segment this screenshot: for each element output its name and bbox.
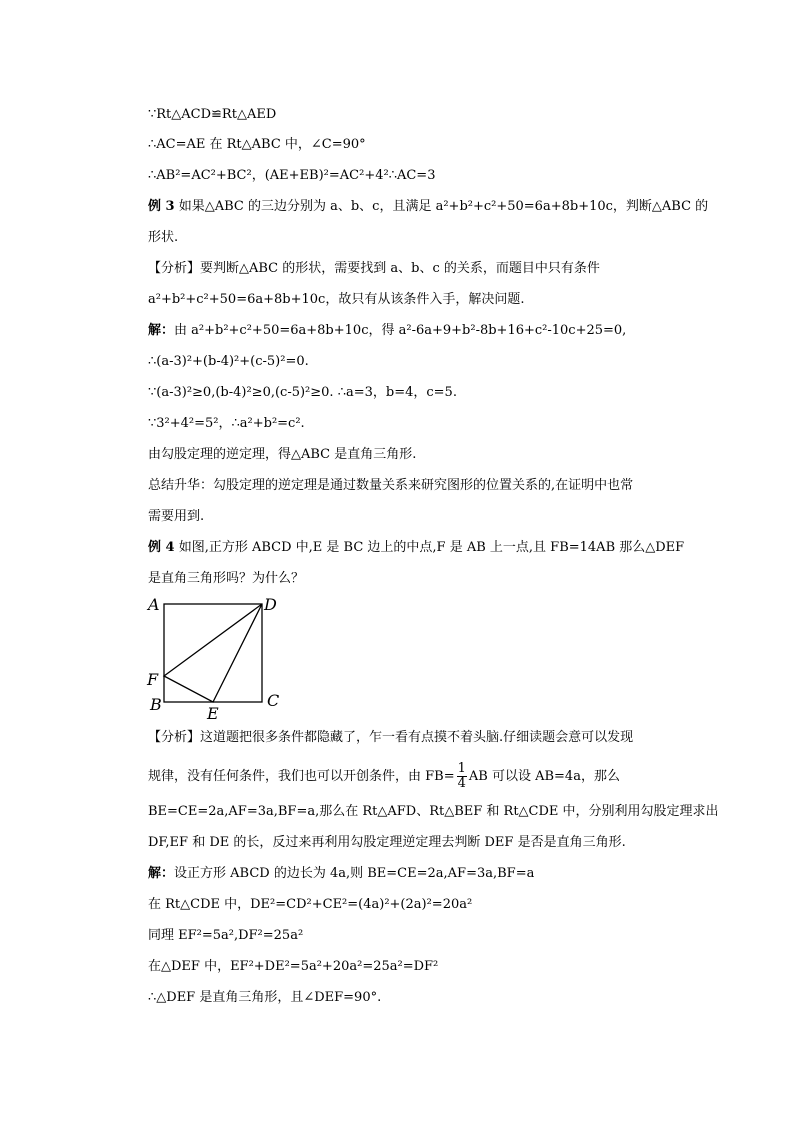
example-3-line bbox=[148, 198, 708, 216]
text-line: DF,EF 和 DE 的长，反过来再利用勾股定理逆定理去判断 DEF 是否是直角三角形. bbox=[148, 835, 626, 850]
solution-text: 由 a²+b²+c²+50=6a+8b+10c，得 a²-6a+9+b²-8b+16+c²-10c+25=0, bbox=[174, 323, 627, 338]
example-text: 如图,正方形 ABCD 中,E 是 BC 边上的中点,F 是 AB 上一点,且 FB=14AB 那么△DEF bbox=[174, 540, 685, 555]
square-abcd bbox=[164, 604, 262, 702]
fraction-denominator: 4 bbox=[457, 776, 466, 791]
solution-line bbox=[148, 865, 534, 883]
text-line: 形状. bbox=[148, 230, 179, 245]
solution-text: 设正方形 ABCD 的边长为 4a,则 BE=CE=2a,AF=3a,BF=a bbox=[174, 866, 535, 881]
text-line: 在△DEF 中，EF²+DE²=5a²+20a²=25a²=DF² bbox=[148, 959, 439, 974]
text-line: ∴(a-3)²+(b-4)²+(c-5)²=0. bbox=[148, 354, 309, 369]
square-figure bbox=[140, 592, 300, 724]
label-a: A bbox=[148, 595, 160, 614]
text-segment: 规律，没有任何条件，我们也可以开创条件，由 FB= bbox=[148, 769, 455, 784]
text-line: 是直角三角形吗？为什么？ bbox=[148, 571, 305, 586]
solution-label: 解： bbox=[148, 866, 175, 881]
example-label: 例 4 bbox=[148, 540, 175, 555]
label-b: B bbox=[150, 695, 162, 714]
text-line: ∵Rt△ACD≌Rt△AED bbox=[148, 107, 277, 122]
text-line: ∴△DEF 是直角三角形，且∠DEF=90°. bbox=[148, 990, 382, 1005]
fraction bbox=[457, 762, 467, 791]
solution-line bbox=[148, 322, 626, 340]
analysis-line: 【分析】这道题把很多条件都隐藏了，乍一看有点摸不着头脑.仔细读题会意可以发现 bbox=[148, 730, 634, 745]
example-label: 例 3 bbox=[148, 199, 175, 214]
label-c: C bbox=[267, 691, 280, 710]
example-text: 如果△ABC 的三边分别为 a、b、c，且满足 a²+b²+c²+50=6a+8b+10c，判断△ABC 的 bbox=[174, 199, 709, 214]
text-line: BE=CE=2a,AF=3a,BF=a,那么在 Rt△AFD、Rt△BEF 和 Rt△CDE 中，分别利用勾股定理求出 bbox=[148, 804, 719, 819]
text-line: 在 Rt△CDE 中，DE²=CD²+CE²=(4a)²+(2a)²=20a² bbox=[148, 897, 473, 912]
label-d: D bbox=[264, 595, 277, 614]
solution-label: 解： bbox=[148, 323, 175, 338]
example-4-line bbox=[148, 539, 684, 557]
fraction-numerator: 1 bbox=[457, 761, 466, 776]
label-f: F bbox=[147, 670, 159, 689]
text-line: 由勾股定理的逆定理，得△ABC 是直角三角形. bbox=[148, 447, 417, 462]
text-line: ∵(a-3)²≥0,(b-4)²≥0,(c-5)²≥0. ∴a=3，b=4，c=5. bbox=[148, 385, 457, 400]
analysis-line: 【分析】要判断△ABC 的形状，需要找到 a、b、c 的关系，而题目中只有条件 bbox=[148, 261, 600, 276]
summary-line: 总结升华：勾股定理的逆定理是通过数量关系来研究图形的位置关系的,在证明中也常 bbox=[148, 478, 634, 493]
text-line: 同理 EF²=5a²,DF²=25a² bbox=[148, 928, 304, 943]
text-line: ∵3²+4²=5²，∴a²+b²=c². bbox=[148, 416, 305, 431]
text-line: 需要用到. bbox=[148, 509, 205, 524]
text-line: a²+b²+c²+50=6a+8b+10c，故只有从该条件入手，解决问题. bbox=[148, 292, 525, 307]
analysis-fraction-line bbox=[148, 762, 620, 792]
text-segment: AB 可以设 AB=4a，那么 bbox=[468, 769, 620, 784]
text-line: ∴AC=AE 在 Rt△ABC 中，∠C=90° bbox=[148, 137, 366, 152]
label-e: E bbox=[207, 704, 219, 723]
text-line: ∴AB²=AC²+BC²，(AE+EB)²=AC²+4²∴AC=3 bbox=[148, 168, 436, 183]
triangle-def bbox=[164, 604, 262, 702]
